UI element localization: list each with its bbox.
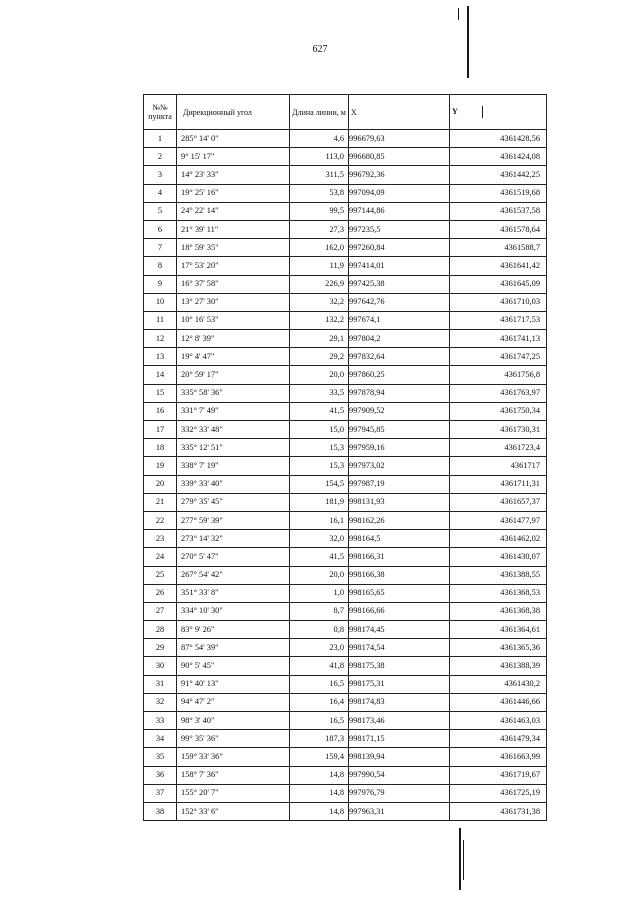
cell-direction-angle: 331° 7' 49" — [177, 402, 290, 420]
cell-line-length: 29,1 — [290, 330, 349, 348]
cell-y: 4361424,08 — [450, 148, 547, 166]
table-row — [144, 220, 547, 238]
binder-mark-bottom-right — [463, 840, 464, 880]
cell-direction-angle: 270° 5' 47" — [177, 548, 290, 566]
table-row — [144, 802, 547, 820]
cell-line-length: 181,9 — [290, 493, 349, 511]
cell-direction-angle: 19° 25' 16" — [177, 184, 290, 202]
cell-direction-angle: 90° 5' 45" — [177, 657, 290, 675]
cell-x: 998164,5 — [349, 530, 450, 548]
cell-point-number: 16 — [144, 402, 177, 420]
cell-y: 4361477,97 — [450, 511, 547, 529]
table-row — [144, 602, 547, 620]
header-line-length: Длина линии, м — [290, 95, 349, 130]
cell-y: 4361537,58 — [450, 202, 547, 220]
cell-y: 4361430,07 — [450, 548, 547, 566]
cell-y: 4361663,99 — [450, 748, 547, 766]
cell-x: 998166,66 — [349, 602, 450, 620]
cell-y: 4361750,34 — [450, 402, 547, 420]
cell-line-length: 14,8 — [290, 784, 349, 802]
cell-direction-angle: 152° 33' 6" — [177, 802, 290, 820]
cell-line-length: 27,3 — [290, 220, 349, 238]
table-row — [144, 130, 547, 148]
cell-y: 4361710,03 — [450, 293, 547, 311]
cell-direction-angle: 99° 35' 36" — [177, 730, 290, 748]
binder-mark-bottom — [459, 828, 461, 890]
table-row — [144, 639, 547, 657]
cell-x: 997414,01 — [349, 257, 450, 275]
cell-y: 4361430,2 — [450, 675, 547, 693]
cell-x: 997973,02 — [349, 457, 450, 475]
cell-direction-angle: 159° 33' 36" — [177, 748, 290, 766]
cell-y: 4361719,67 — [450, 766, 547, 784]
cell-x: 997909,52 — [349, 402, 450, 420]
cell-point-number: 17 — [144, 421, 177, 439]
cell-direction-angle: 18° 59' 35" — [177, 239, 290, 257]
cell-line-length: 132,2 — [290, 311, 349, 329]
cell-direction-angle: 21° 39' 11" — [177, 220, 290, 238]
table-row — [144, 366, 547, 384]
cell-direction-angle: 158° 7' 36" — [177, 766, 290, 784]
cell-line-length: 4,6 — [290, 130, 349, 148]
table-row — [144, 348, 547, 366]
table-row — [144, 148, 547, 166]
cell-point-number: 26 — [144, 584, 177, 602]
cell-x: 997642,76 — [349, 293, 450, 311]
cell-line-length: 20,0 — [290, 566, 349, 584]
cell-line-length: 159,4 — [290, 748, 349, 766]
cell-x: 997144,86 — [349, 202, 450, 220]
table-row — [144, 621, 547, 639]
cell-point-number: 33 — [144, 712, 177, 730]
table-row — [144, 493, 547, 511]
cell-point-number: 2 — [144, 148, 177, 166]
cell-point-number: 20 — [144, 475, 177, 493]
cell-point-number: 35 — [144, 748, 177, 766]
cell-y: 4361588,7 — [450, 239, 547, 257]
cell-direction-angle: 277° 59' 39" — [177, 511, 290, 529]
cell-x: 997674,1 — [349, 311, 450, 329]
cell-point-number: 37 — [144, 784, 177, 802]
cell-y: 4361463,03 — [450, 712, 547, 730]
cell-direction-angle: 17° 53' 20" — [177, 257, 290, 275]
cell-point-number: 38 — [144, 802, 177, 820]
cell-y: 4361368,53 — [450, 584, 547, 602]
cell-x: 997832,64 — [349, 348, 450, 366]
header-y-label: Y — [452, 106, 458, 116]
cell-x: 997945,85 — [349, 421, 450, 439]
cell-point-number: 36 — [144, 766, 177, 784]
cell-point-number: 32 — [144, 693, 177, 711]
table-row — [144, 766, 547, 784]
table-row — [144, 293, 547, 311]
cell-line-length: 99,5 — [290, 202, 349, 220]
table-row — [144, 457, 547, 475]
cell-line-length: 15,0 — [290, 421, 349, 439]
cell-line-length: 41,5 — [290, 402, 349, 420]
cell-point-number: 14 — [144, 366, 177, 384]
cell-direction-angle: 19° 4' 47" — [177, 348, 290, 366]
cell-y: 4361479,34 — [450, 730, 547, 748]
table-row — [144, 275, 547, 293]
coordinates-table-container — [143, 94, 540, 821]
cell-x: 996792,36 — [349, 166, 450, 184]
cell-direction-angle: 279° 35' 45" — [177, 493, 290, 511]
cell-line-length: 1,0 — [290, 584, 349, 602]
cell-x: 996679,63 — [349, 130, 450, 148]
cell-line-length: 187,3 — [290, 730, 349, 748]
table-row — [144, 511, 547, 529]
cell-direction-angle: 9° 15' 17" — [177, 148, 290, 166]
cell-direction-angle: 24° 22' 14" — [177, 202, 290, 220]
cell-y: 4361763,97 — [450, 384, 547, 402]
header-direction-angle: Дирекционный угол — [177, 95, 290, 130]
table-row — [144, 784, 547, 802]
cell-y: 4361388,39 — [450, 657, 547, 675]
cell-y: 4361519,68 — [450, 184, 547, 202]
table-row — [144, 548, 547, 566]
cell-point-number: 18 — [144, 439, 177, 457]
table-row — [144, 584, 547, 602]
cell-y: 4361756,8 — [450, 366, 547, 384]
cell-line-length: 33,5 — [290, 384, 349, 402]
table-row — [144, 311, 547, 329]
cell-point-number: 24 — [144, 548, 177, 566]
cell-point-number: 7 — [144, 239, 177, 257]
cell-direction-angle: 10° 16' 53" — [177, 311, 290, 329]
cell-line-length: 0,8 — [290, 621, 349, 639]
cell-y: 4361730,31 — [450, 421, 547, 439]
cell-point-number: 10 — [144, 293, 177, 311]
cell-line-length: 29,2 — [290, 348, 349, 366]
table-row — [144, 712, 547, 730]
cell-y: 4361462,02 — [450, 530, 547, 548]
table-body — [144, 130, 547, 821]
cell-x: 997235,5 — [349, 220, 450, 238]
cell-x: 997963,31 — [349, 802, 450, 820]
cell-direction-angle: 335° 12' 51" — [177, 439, 290, 457]
header-x: X — [349, 95, 450, 130]
table-row — [144, 693, 547, 711]
cell-direction-angle: 91° 40' 13" — [177, 675, 290, 693]
cell-y: 4361428,56 — [450, 130, 547, 148]
cell-point-number: 27 — [144, 602, 177, 620]
table-row — [144, 202, 547, 220]
table-header-row — [144, 95, 547, 130]
cell-line-length: 32,2 — [290, 293, 349, 311]
cell-line-length: 41,8 — [290, 657, 349, 675]
cell-direction-angle: 83° 9' 26" — [177, 621, 290, 639]
cell-x: 997860,25 — [349, 366, 450, 384]
cell-point-number: 12 — [144, 330, 177, 348]
cell-x: 997425,38 — [349, 275, 450, 293]
cell-x: 997976,79 — [349, 784, 450, 802]
binder-mark-top — [467, 6, 469, 78]
cell-x: 997260,84 — [349, 239, 450, 257]
header-point-number: №№ пункта — [144, 95, 177, 130]
cell-x: 997990,54 — [349, 766, 450, 784]
cell-line-length: 113,0 — [290, 148, 349, 166]
cell-line-length: 20,0 — [290, 366, 349, 384]
cell-point-number: 11 — [144, 311, 177, 329]
cell-direction-angle: 335° 58' 36" — [177, 384, 290, 402]
cell-direction-angle: 155° 20' 7" — [177, 784, 290, 802]
table-row — [144, 330, 547, 348]
table-row — [144, 439, 547, 457]
cell-x: 998175,31 — [349, 675, 450, 693]
cell-y: 4361365,36 — [450, 639, 547, 657]
cell-x: 997987,19 — [349, 475, 450, 493]
cell-x: 998166,38 — [349, 566, 450, 584]
cell-point-number: 6 — [144, 220, 177, 238]
cell-direction-angle: 20° 59' 17" — [177, 366, 290, 384]
cell-line-length: 16,1 — [290, 511, 349, 529]
cell-line-length: 32,0 — [290, 530, 349, 548]
cell-point-number: 23 — [144, 530, 177, 548]
cell-direction-angle: 12° 8' 39" — [177, 330, 290, 348]
cell-line-length: 11,9 — [290, 257, 349, 275]
table-row — [144, 421, 547, 439]
cell-direction-angle: 351° 33' 8" — [177, 584, 290, 602]
cell-line-length: 15,3 — [290, 439, 349, 457]
cell-y: 4361368,38 — [450, 602, 547, 620]
cell-direction-angle: 338° 7' 19" — [177, 457, 290, 475]
cell-x: 998162,26 — [349, 511, 450, 529]
cell-direction-angle: 13° 27' 30" — [177, 293, 290, 311]
cell-point-number: 8 — [144, 257, 177, 275]
cell-point-number: 13 — [144, 348, 177, 366]
cell-line-length: 311,5 — [290, 166, 349, 184]
cell-y: 4361731,38 — [450, 802, 547, 820]
coordinates-table — [143, 94, 547, 821]
table-row — [144, 475, 547, 493]
cell-point-number: 22 — [144, 511, 177, 529]
binder-mark-top-left — [458, 8, 459, 20]
cell-line-length: 14,8 — [290, 766, 349, 784]
cell-x: 998131,93 — [349, 493, 450, 511]
cell-x: 998165,65 — [349, 584, 450, 602]
cell-line-length: 8,7 — [290, 602, 349, 620]
table-row — [144, 166, 547, 184]
table-row — [144, 402, 547, 420]
cell-line-length: 162,0 — [290, 239, 349, 257]
cell-direction-angle: 273° 14' 32" — [177, 530, 290, 548]
cell-x: 998174,45 — [349, 621, 450, 639]
cell-point-number: 9 — [144, 275, 177, 293]
cell-y: 4361364,61 — [450, 621, 547, 639]
table-row — [144, 257, 547, 275]
cell-y: 4361723,4 — [450, 439, 547, 457]
cell-direction-angle: 98° 3' 40" — [177, 712, 290, 730]
cell-line-length: 15,3 — [290, 457, 349, 475]
cell-line-length: 154,5 — [290, 475, 349, 493]
cell-direction-angle: 339° 33' 40" — [177, 475, 290, 493]
cell-point-number: 34 — [144, 730, 177, 748]
table-row — [144, 748, 547, 766]
cell-direction-angle: 285° 14' 0" — [177, 130, 290, 148]
cell-line-length: 226,9 — [290, 275, 349, 293]
cell-y: 4361741,13 — [450, 330, 547, 348]
cell-y: 4361578,64 — [450, 220, 547, 238]
cell-point-number: 5 — [144, 202, 177, 220]
cell-point-number: 3 — [144, 166, 177, 184]
table-row — [144, 184, 547, 202]
cell-x: 998173,46 — [349, 712, 450, 730]
cell-direction-angle: 332° 33' 48" — [177, 421, 290, 439]
cell-line-length: 14,8 — [290, 802, 349, 820]
cell-point-number: 4 — [144, 184, 177, 202]
cell-point-number: 29 — [144, 639, 177, 657]
cell-point-number: 15 — [144, 384, 177, 402]
cell-x: 998175,38 — [349, 657, 450, 675]
cell-y: 4361645,09 — [450, 275, 547, 293]
cell-x: 998171,15 — [349, 730, 450, 748]
cell-x: 998174,83 — [349, 693, 450, 711]
cell-direction-angle: 334° 10' 30" — [177, 602, 290, 620]
cell-direction-angle: 94° 47' 2" — [177, 693, 290, 711]
cell-x: 996680,85 — [349, 148, 450, 166]
cell-x: 997804,2 — [349, 330, 450, 348]
cell-line-length: 23,0 — [290, 639, 349, 657]
page-number: 627 — [312, 44, 328, 55]
table-row — [144, 384, 547, 402]
cell-y: 4361717 — [450, 457, 547, 475]
cell-point-number: 21 — [144, 493, 177, 511]
cell-x: 997094,09 — [349, 184, 450, 202]
cell-x: 998166,31 — [349, 548, 450, 566]
cell-x: 997959,16 — [349, 439, 450, 457]
cell-line-length: 16,5 — [290, 675, 349, 693]
table-row — [144, 657, 547, 675]
cell-y: 4361446,66 — [450, 693, 547, 711]
cell-y: 4361747,25 — [450, 348, 547, 366]
table-row — [144, 530, 547, 548]
table-row — [144, 239, 547, 257]
cell-y: 4361641,42 — [450, 257, 547, 275]
cell-x: 997878,94 — [349, 384, 450, 402]
header-y-mark — [482, 106, 483, 118]
cell-line-length: 41,5 — [290, 548, 349, 566]
cell-y: 4361717,53 — [450, 311, 547, 329]
cell-line-length: 53,8 — [290, 184, 349, 202]
cell-x: 998174,54 — [349, 639, 450, 657]
cell-direction-angle: 267° 54' 42" — [177, 566, 290, 584]
cell-y: 4361388,55 — [450, 566, 547, 584]
cell-y: 4361711,31 — [450, 475, 547, 493]
cell-direction-angle: 14° 23' 33" — [177, 166, 290, 184]
cell-y: 4361442,25 — [450, 166, 547, 184]
cell-line-length: 16,5 — [290, 712, 349, 730]
cell-direction-angle: 87° 54' 39" — [177, 639, 290, 657]
cell-y: 4361725,19 — [450, 784, 547, 802]
cell-point-number: 30 — [144, 657, 177, 675]
cell-point-number: 19 — [144, 457, 177, 475]
cell-point-number: 1 — [144, 130, 177, 148]
cell-y: 4361657,37 — [450, 493, 547, 511]
table-row — [144, 675, 547, 693]
table-row — [144, 566, 547, 584]
cell-point-number: 25 — [144, 566, 177, 584]
cell-x: 998139,94 — [349, 748, 450, 766]
cell-point-number: 28 — [144, 621, 177, 639]
table-row — [144, 730, 547, 748]
cell-line-length: 16,4 — [290, 693, 349, 711]
header-y — [450, 95, 547, 130]
cell-direction-angle: 16° 37' 58" — [177, 275, 290, 293]
cell-point-number: 31 — [144, 675, 177, 693]
